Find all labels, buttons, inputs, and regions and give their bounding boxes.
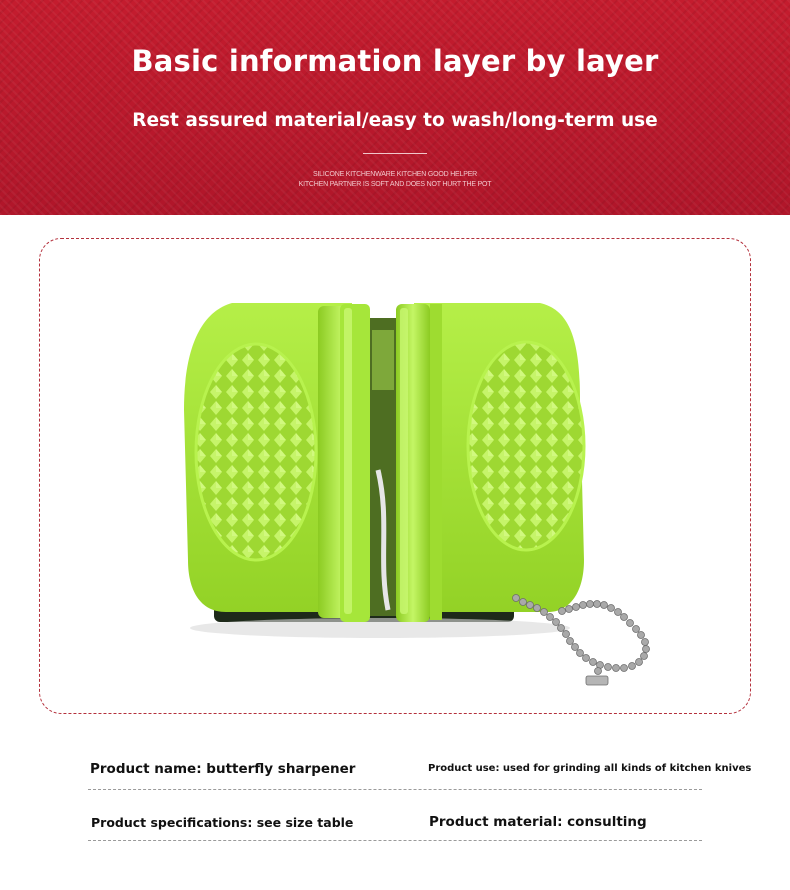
sharpener-left-half: [184, 303, 370, 622]
sharpener-right-half: [396, 303, 590, 622]
info-divider-2: [88, 840, 702, 841]
product-use-label: Product use: used for grinding all kinds of kitchen knives: [428, 763, 752, 774]
product-specifications-label: Product specifications: see size table: [91, 815, 354, 830]
banner-caption-line-2: KITCHEN PARTNER IS SOFT AND DOES NOT HURT THE POT: [298, 181, 492, 188]
banner-title: Basic information layer by layer: [131, 44, 659, 78]
info-divider-1: [88, 789, 702, 790]
banner-caption-line-1: SILICONE KITCHENWARE KITCHEN GOOD HELPER: [312, 171, 478, 178]
product-name-label: Product name: butterfly sharpener: [90, 761, 356, 777]
product-material-label: Product material: consulting: [429, 814, 647, 830]
banner-subtitle: Rest assured material/easy to wash/long-term use: [132, 110, 658, 131]
